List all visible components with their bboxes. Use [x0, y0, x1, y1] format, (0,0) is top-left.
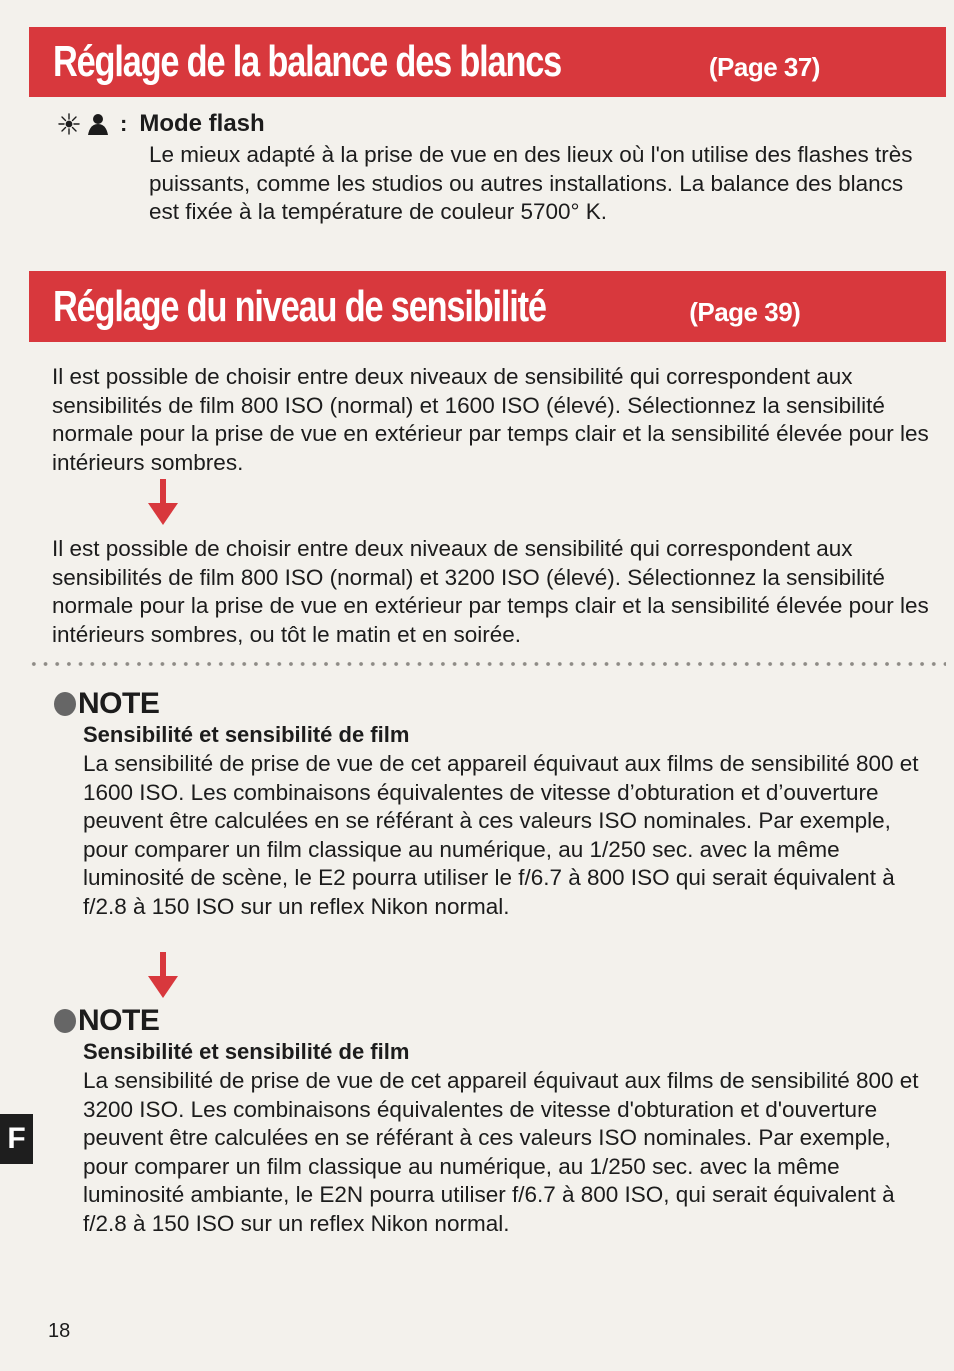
note-heading-text: NOTE — [78, 687, 160, 720]
sensitivity-text-corrected: Il est possible de choisir entre deux niveaux de sensibilité qui correspondent aux sensibilités de film 800 ISO (normal) et 3200 ISO (élevé). Sélectionnez la sensibilité normale pour la prise de vue en extérieur par temps clair et la sensibilité élevée pour les intérieurs sombres, ou tôt le matin et en soirée. — [52, 536, 929, 647]
down-arrow-icon — [146, 479, 180, 527]
section-title: Réglage du niveau de sensibilité — [53, 282, 546, 331]
note-subtitle: Sensibilité et sensibilité de film — [83, 1039, 410, 1064]
section-banner-sensitivity — [29, 271, 946, 342]
flash-mode-icons — [56, 112, 110, 136]
page-reference: (Page 39) — [689, 297, 801, 327]
note-heading-text: NOTE — [78, 1004, 160, 1037]
note-heading — [54, 687, 159, 721]
page-reference: (Page 37) — [708, 52, 820, 82]
note-bullet-icon — [54, 1009, 76, 1033]
page-number: 18 — [48, 1320, 71, 1342]
note-heading — [54, 1004, 159, 1038]
flash-burst-icon — [56, 112, 86, 136]
sensitivity-text-original: Il est possible de choisir entre deux niveaux de sensibilité qui correspondent aux sensibilités de film 800 ISO (normal) et 1600 ISO (élevé). Sélectionnez la sensibilité normale pour la prise de vue en extérieur par temps clair et la sensibilité élevée pour les intérieurs sombres. — [52, 364, 929, 475]
down-arrow-icon — [146, 952, 180, 1000]
separator-colon: : — [120, 111, 128, 136]
section-title: Réglage de la balance des blancs — [53, 37, 562, 86]
note-text-original: La sensibilité de prise de vue de cet appareil équivaut aux films de sensibilité 800 et 1600 ISO. Les combinaisons équivalentes de vitesse d’obturation et d’ouverture peuvent être calculées en se référant à ces valeurs ISO nominales. Par exemple, pour comparer un film classique au numérique, au 1/250 sec. avec la même luminosité de scène, le E2 pourra utiliser le f/6.7 à 800 ISO qui serait équivalent à f/2.8 à 150 ISO sur un reflex Nikon normal. — [83, 751, 919, 919]
flash-mode-text: Le mieux adapté à la prise de vue en des lieux où l'on utilise des flashes très puissants, comme les studios ou autres installations. La balance des blancs est fixée à la température de couleur 5700° K. — [149, 142, 913, 224]
flash-mode-label: Mode flash — [139, 110, 265, 137]
flash-mode-heading — [56, 108, 265, 140]
language-tab: F — [0, 1114, 33, 1164]
note-bullet-icon — [54, 692, 76, 716]
person-icon — [86, 112, 110, 136]
dotted-divider — [28, 659, 946, 669]
note-text-corrected: La sensibilité de prise de vue de cet appareil équivaut aux films de sensibilité 800 et 3200 ISO. Les combinaisons équivalentes de vitesse d'obturation et d'ouverture peuvent être calculées en se référant à ces valeurs ISO nominales. Par exemple, pour comparer un film classique au numérique, au 1/250 sec. avec la même luminosité ambiante, le E2N pourra utiliser f/6.7 à 800 ISO, qui serait équivalent à f/2.8 à 150 ISO sur un reflex Nikon normal. — [83, 1068, 919, 1236]
note-subtitle: Sensibilité et sensibilité de film — [83, 722, 410, 747]
section-banner-white-balance — [29, 27, 946, 97]
